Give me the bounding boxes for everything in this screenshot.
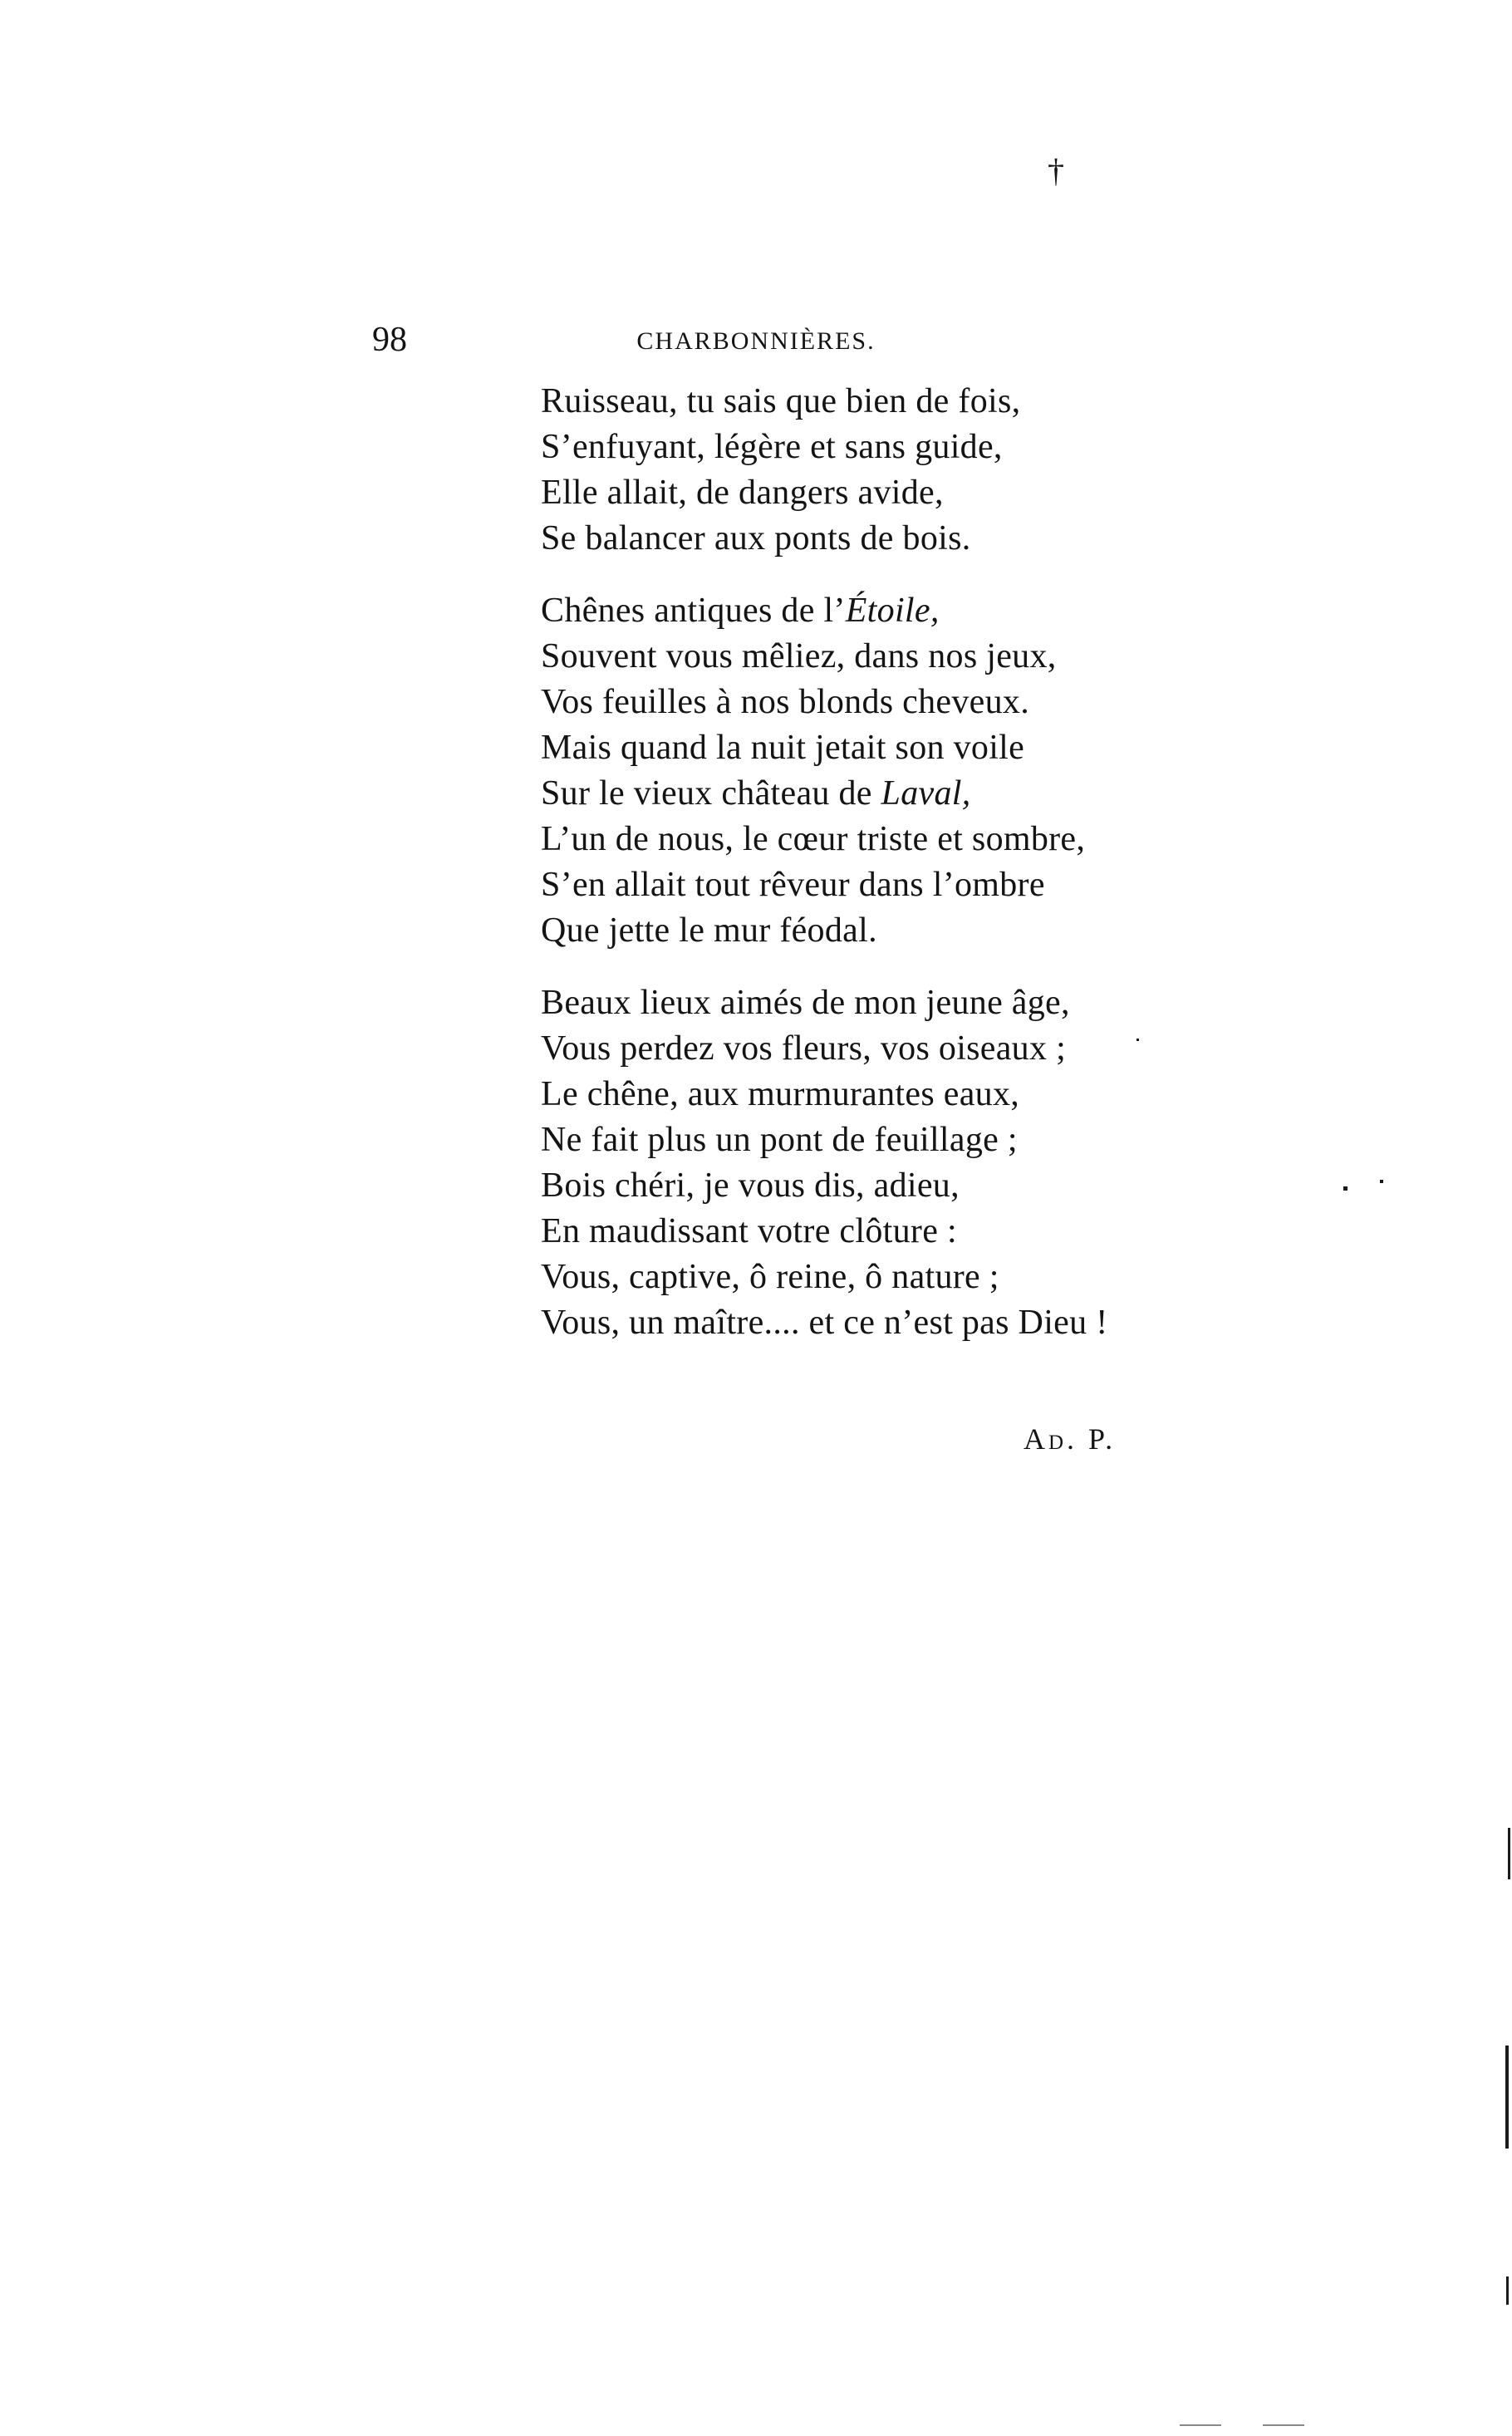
- poem-line: S’enfuyant, légère et sans guide,: [541, 428, 1003, 466]
- poem-line: Souvent vous mêliez, dans nos jeux,: [541, 637, 1057, 675]
- poem-line: L’un de nous, le cœur triste et sombre,: [541, 820, 1086, 858]
- scan-edge-line: [1506, 2276, 1509, 2305]
- stanza-2: [541, 588, 1172, 954]
- stanza-3: [541, 980, 1172, 1346]
- author-signature: Ad. P.: [1024, 1422, 1117, 1456]
- stanza-1: [541, 379, 1172, 562]
- poem-line-text: Sur le vieux château de: [541, 774, 881, 813]
- poem: [541, 379, 1172, 1346]
- dagger-ornament: †: [1048, 152, 1064, 189]
- place-name-etoile: Étoile,: [845, 592, 940, 630]
- scan-edge-line: [1263, 2424, 1304, 2426]
- poem-line: Bois chéri, je vous dis, adieu,: [541, 1166, 960, 1205]
- poem-line: Vous perdez vos fleurs, vos oiseaux ;: [541, 1029, 1067, 1068]
- poem-line: Elle allait, de dangers avide,: [541, 474, 944, 512]
- poem-line-text: Chênes antiques de l’: [541, 592, 846, 630]
- scan-speck: [1380, 1180, 1383, 1183]
- place-name-laval: Laval,: [881, 774, 971, 813]
- page-number: 98: [372, 321, 407, 359]
- poem-line: Ne fait plus un pont de feuillage ;: [541, 1121, 1018, 1159]
- poem-line: Que jette le mur féodal.: [541, 911, 877, 950]
- scan-edge-line: [1180, 2424, 1221, 2426]
- poem-line: Vous, captive, ô reine, ô nature ;: [541, 1258, 999, 1296]
- scan-edge-line: [1508, 1828, 1510, 1879]
- poem-line: Vos feuilles à nos blonds cheveux.: [541, 683, 1030, 721]
- poem-line: S’en allait tout rêveur dans l’ombre: [541, 866, 1045, 904]
- scan-speck: [1343, 1186, 1348, 1191]
- running-title: CHARBONNIÈRES.: [636, 327, 876, 355]
- poem-line: Vous, un maître.... et ce n’est pas Dieu !: [541, 1304, 1108, 1342]
- poem-line: Se balancer aux ponts de bois.: [541, 519, 971, 557]
- scan-edge-line: [1505, 2046, 1509, 2149]
- poem-line: [541, 771, 1172, 817]
- poem-line: Beaux lieux aimés de mon jeune âge,: [541, 984, 1070, 1022]
- poem-line: [541, 588, 1172, 634]
- poem-line: Ruisseau, tu sais que bien de fois,: [541, 382, 1021, 420]
- poem-line: En maudissant votre clôture :: [541, 1212, 957, 1250]
- poem-line: Mais quand la nuit jetait son voile: [541, 729, 1025, 767]
- scan-speck: [1136, 1039, 1139, 1041]
- poem-line: Le chêne, aux murmurantes eaux,: [541, 1075, 1020, 1113]
